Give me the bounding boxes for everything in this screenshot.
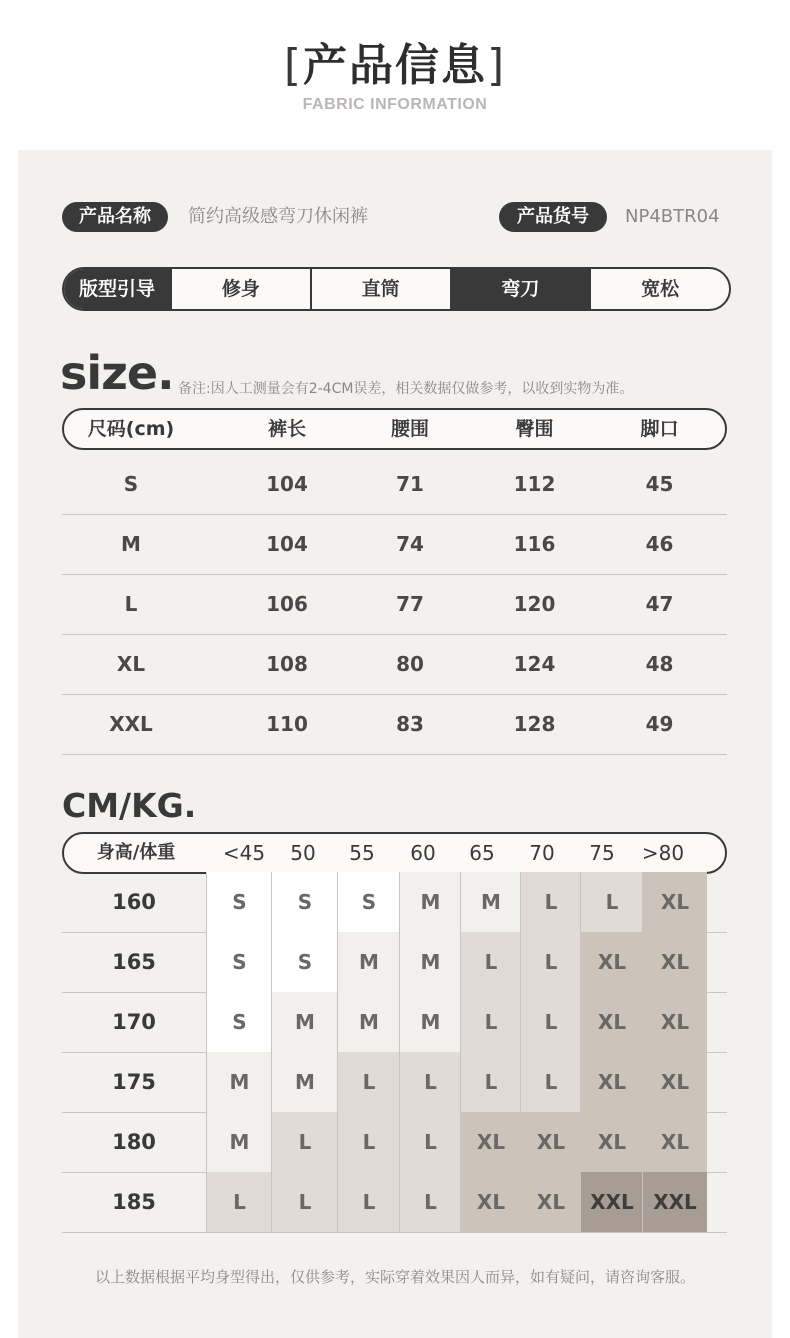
info-card [18, 150, 772, 1338]
size-cell: 45 [645, 472, 674, 496]
size-cell: M [337, 932, 400, 992]
fit-option[interactable]: 直筒 [310, 269, 450, 309]
weight-header: 50 [290, 841, 316, 865]
product-name-value: 简约高级感弯刀休闲裤 [188, 206, 368, 227]
size-cell: XXL [580, 1172, 643, 1232]
size-cell: L [520, 932, 581, 992]
weight-header: 70 [529, 841, 555, 865]
recommend-row [62, 872, 727, 933]
height-label: 170 [112, 1010, 156, 1034]
size-cell: 71 [396, 472, 424, 496]
bracket-right: ] [487, 40, 507, 91]
weight-header: 55 [349, 841, 375, 865]
size-cell: 47 [645, 592, 674, 616]
height-label: 175 [112, 1070, 156, 1094]
size-cell: L [337, 1112, 400, 1172]
size-cell: S [271, 872, 338, 932]
size-table-header [62, 408, 727, 450]
size-cell: L [399, 1052, 461, 1112]
size-cell: M [206, 1112, 272, 1172]
size-cell: XL [642, 932, 707, 992]
size-cell: S [337, 872, 400, 932]
recommend-row [62, 932, 727, 993]
size-cell: L [399, 1172, 461, 1232]
weight-header: <45 [222, 841, 266, 865]
size-cell: XL [580, 992, 643, 1052]
page-subtitle: FABRIC INFORMATION [302, 96, 488, 113]
size-cell: L [520, 992, 581, 1052]
fit-option[interactable]: 弯刀 [450, 269, 590, 309]
weight-header: >80 [641, 841, 685, 865]
recommend-row [62, 1052, 727, 1113]
size-cell: XL [642, 992, 707, 1052]
product-sku-label: 产品货号 [499, 202, 607, 232]
size-col-header: 尺码(cm) [87, 418, 175, 440]
page-title [0, 38, 790, 94]
size-col-header: 腰围 [390, 418, 429, 440]
height-label: 165 [112, 950, 156, 974]
product-sku-value: NP4BTR04 [625, 206, 720, 227]
fit-option[interactable]: 宽松 [589, 269, 729, 309]
weight-header: 60 [410, 841, 436, 865]
size-cell: L [460, 992, 521, 1052]
size-cell: XL [116, 652, 146, 676]
size-cell: L [520, 1052, 581, 1112]
size-cell: L [337, 1172, 400, 1232]
size-cell: XL [520, 1172, 581, 1232]
recommend-table-header [62, 832, 727, 874]
fit-guide-label: 版型引导 [64, 269, 170, 309]
size-cell: M [337, 992, 400, 1052]
size-cell: S [206, 992, 272, 1052]
size-cell: XL [520, 1112, 581, 1172]
size-cell: 124 [513, 652, 556, 676]
size-cell: XXL [642, 1172, 707, 1232]
weight-header: 75 [589, 841, 615, 865]
size-note: 备注:因人工测量会有2-4CM误差，相关数据仅做参考，以收到实物为准。 [178, 381, 634, 397]
size-cell: 104 [266, 532, 308, 556]
size-cell: XL [580, 932, 643, 992]
product-name-label: 产品名称 [62, 202, 168, 232]
size-cell: 77 [396, 592, 424, 616]
title-text: 产品信息 [303, 40, 487, 91]
size-cell: XL [642, 1112, 707, 1172]
size-cell: M [271, 1052, 338, 1112]
size-col-header: 裤长 [267, 418, 306, 440]
size-row [62, 514, 727, 575]
size-cell: 80 [396, 652, 424, 676]
size-row [62, 694, 727, 755]
size-cell: M [271, 992, 338, 1052]
size-cell: XL [580, 1112, 643, 1172]
weight-header: 65 [469, 841, 495, 865]
size-cell: XL [580, 1052, 643, 1112]
fit-guide [62, 267, 731, 311]
size-cell: S [206, 932, 272, 992]
size-cell: 49 [645, 712, 674, 736]
size-cell: S [271, 932, 338, 992]
recommend-heading: CM/KG. [62, 786, 197, 825]
size-col-header: 臀围 [515, 418, 554, 440]
size-cell: XXL [109, 712, 153, 736]
recommend-row [62, 1112, 727, 1173]
size-cell: 104 [266, 472, 308, 496]
size-cell: L [206, 1172, 272, 1232]
size-row [62, 574, 727, 635]
size-cell: 83 [396, 712, 424, 736]
size-cell: XL [460, 1112, 521, 1172]
footer-note: 以上数据根据平均身型得出，仅供参考，实际穿着效果因人而异，如有疑问，请咨询客服。 [94, 1268, 695, 1286]
size-cell: L [271, 1172, 338, 1232]
size-cell: 112 [513, 472, 556, 496]
size-cell: XL [460, 1172, 521, 1232]
size-cell: 106 [266, 592, 308, 616]
size-cell: XL [642, 1052, 707, 1112]
size-cell: M [121, 532, 141, 556]
size-cell: L [271, 1112, 338, 1172]
size-col-header: 脚口 [640, 418, 679, 440]
height-label: 160 [112, 890, 156, 914]
size-cell: M [399, 932, 461, 992]
height-label: 185 [112, 1190, 156, 1214]
recommend-row [62, 992, 727, 1053]
size-cell: 108 [266, 652, 308, 676]
size-cell: L [520, 872, 581, 932]
size-cell: M [460, 872, 521, 932]
size-cell: M [206, 1052, 272, 1112]
height-label: 180 [112, 1130, 156, 1154]
size-cell: L [337, 1052, 400, 1112]
size-cell: 116 [513, 532, 556, 556]
size-cell: L [460, 1052, 521, 1112]
size-cell: L [399, 1112, 461, 1172]
size-cell: M [399, 872, 461, 932]
size-heading: size. [60, 346, 174, 400]
size-cell: 128 [513, 712, 556, 736]
size-cell: 48 [645, 652, 674, 676]
size-cell: M [399, 992, 461, 1052]
size-cell: L [460, 932, 521, 992]
size-cell: L [124, 592, 138, 616]
size-cell: XL [642, 872, 707, 932]
size-cell: 74 [396, 532, 424, 556]
size-row [62, 634, 727, 695]
size-row [62, 454, 727, 515]
size-cell: S [123, 472, 139, 496]
size-cell: L [580, 872, 643, 932]
size-cell: 46 [645, 532, 674, 556]
recommend-corner: 身高/体重 [96, 842, 176, 863]
size-cell: 110 [266, 712, 308, 736]
size-cell: S [206, 872, 272, 932]
page-header [0, 38, 790, 114]
bracket-left: [ [283, 40, 303, 91]
recommend-row [62, 1172, 727, 1233]
size-cell: 120 [513, 592, 556, 616]
fit-option[interactable]: 修身 [170, 269, 310, 309]
